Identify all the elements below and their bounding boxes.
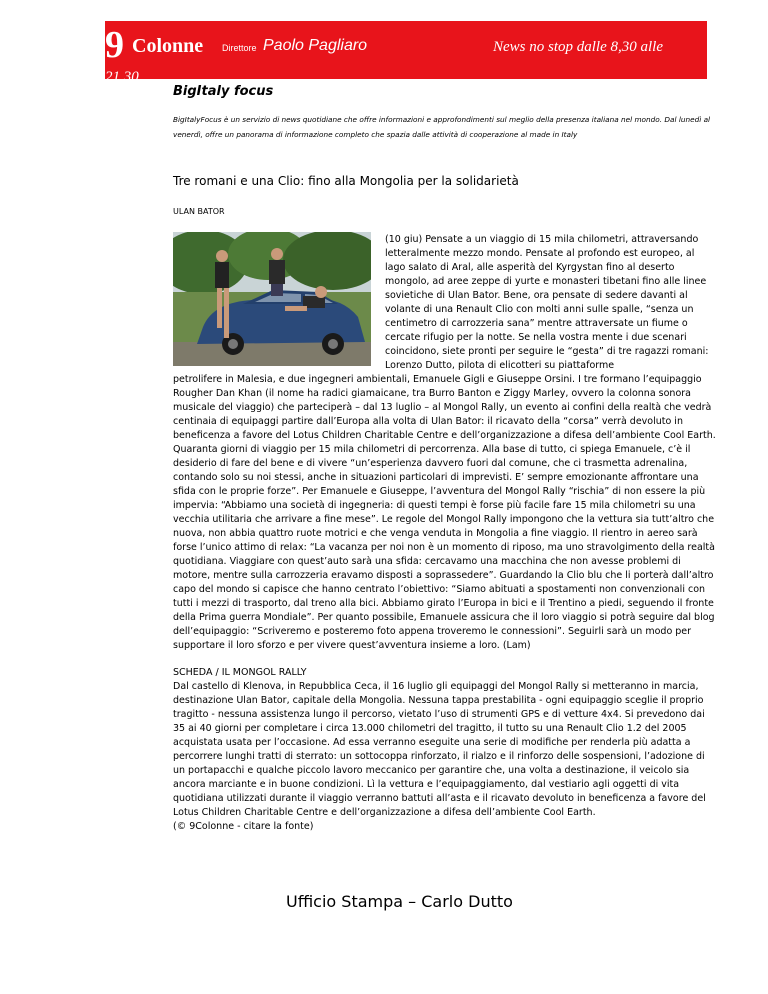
article-photo — [173, 232, 371, 366]
section-title: BigItaly focus — [173, 84, 274, 99]
article-body-column: (10 giu) Pensate a un viaggio di 15 mila chilometri, attraversando letteralmente mezzo mondo. Pensate al profondo est europeo, al lago salato di Aral, alle asperità del Kyrgystan fino al deserto mongolo, ad aree zeppe di yurte e monasteri tibetani fino alle linee sovietiche di Ulan Bator. Bene, ora pensate di sedere davanti al volante di una Renault Clio con molti anni sulle spalle, “senza un centimetro di carrozzeria sana” mentre attraversate un fiume o cercate rifugio per la notte. Se nella vostra mente i due scenari coincidono, siete pronti per seguire le “gesta” di tre ragazzi romani: Lorenzo Dutto, pilota di elicotteri su piattaforme — [385, 234, 709, 371]
article-headline: Tre romani e una Clio: fino alla Mongolia per la solidarietà — [173, 174, 519, 188]
section-intro: BigItalyFocus è un servizio di news quotidiane che offre informazioni e approfondimenti sul meglio della presenza italiana nel mondo. Dal lunedì al venerdì, offre un panorama di informazione completo che spazia dalle attività di cooperazione al made in Italy — [173, 115, 711, 139]
scheda-text: Dal castello di Klenova, in Repubblica Ceca, il 16 luglio gli equipaggi del Mongol Rally si metteranno in marcia, destinazione Ulan Bator, capitale della Mongolia. Nessuna tappa prestabilita - ogni equipaggio sceglie il proprio tragitto - nessuna assistenza lungo il percorso, vietato l’uso di strumenti GPS e di vetture 4x4. Si prevedono dai 35 ai 40 giorni per completare i circa 13.000 chilometri del tragitto, il tutto su una Renault Clio 1.2 del 2005 acquistata usata per l’occasione. Ad essa verranno eseguite una serie di modifiche per renderla più adatta a percorrere lunghi tratti di sterrato: un sottocoppa rinforzato, il rialzo e il rinforzo delle sospensioni, l’adozione di un portapacchi e qualche piccolo lavoro meccanico per garantire che, una volta a destinazione, il veicolo sia ancora marciante e in buone condizioni. Lì la vettura e l’equipaggiamento, dal vestiario agli oggetti di vita quotidiana utilizzati durante il viaggio verranno battuti all’asta e il ricavato devoluto in beneficenza a favore del Lotus Children Charitable Centre e dell’organizzazione a difesa dell’ambiente Cool Earth. — [173, 681, 706, 818]
article-dateline: ULAN BATOR — [173, 207, 225, 216]
scheda-title: SCHEDA / IL MONGOL RALLY — [173, 667, 307, 678]
photo-three-men-blue-car-icon — [173, 232, 371, 366]
article-body: petrolifere in Malesia, e due ingegneri ambientali, Emanuele Gigli e Giuseppe Orsini. I tre formano l’equipaggio Rougher Dan Khan (il nome ha radici giamaicane, tra Burro Banton e Ziggy Marley, ovvero la colonna sonora musicale del viaggio) che parteciperà – dal 13 luglio – al Mongol Rally, un evento ai confini della realtà che vedrà centinaia di equipaggi partire dall’Europa alla volta di Ulan Bator: il ricavato della “corsa” verrà devoluto in beneficenza a favore del Lotus Children Charitable Centre e dell’organizzazione a difesa dell’ambiente Cool Earth. Quaranta giorni di viaggio per 15 mila chilometri di percorrenza. Alla base di tutto, ci spiega Emanuele, c’è il desiderio di fare del bene e di vivere “un’esperienza davvero fuori dal comune, che ci trasmetta adrenalina, contando solo su noi stessi, anche in situazioni particolari di imprevisti. E’ sempre emozionante affrontare una sfida con le proprie forze”. Per Emanuele e Giuseppe, l’avventura del Mongol Rally “rischia” di non essere la più impervia: “Abbiamo una società di ingegneria: di questi tempi è forse più facile fare 15 mila chilometri su una vecchia utilitaria che arrivare a fine mese”. Le regole del Mongol Rally impongono che la vettura sia tutt’altro che nuova, non abbia quattro ruote motrici e che venga venduta in Mongolia a fine viaggio. Il rientro in aereo sarà forse l’unico attimo di relax: “La vacanza per noi non è un momento di riposo, ma uno stravolgimento della realtà quotidiana. Viaggiare con quest’auto sarà una sfida: cercavamo una macchina che non avesse problemi di motore, mentre sulla carrozzeria eravamo disposti a soprassedere”. Guardando la Clio blu che li porterà dall’altro capo del mondo si capisce che hanno centrato l’obiettivo: “Siamo abituati a spostamenti non convenzionali con tutti i mezzi di trasporto, dal treno alla bici. Abbiamo girato l’Europa in bici e il Trentino a piedi, seguendo il fronte della Prima guerra Mondiale”. Per quanto possibile, Emanuele assicura che il loro viaggio si potrà seguire dal blog dell’equipaggio: “Scriveremo e posteremo foto appena troveremo le connessioni”. Seguirli sarà un modo per supportare il loro sforzo e per vivere quest’avventura insieme a loro. (Lam) — [173, 374, 716, 651]
masthead-banner — [105, 21, 707, 79]
slogan-continuation: 21,30 — [105, 69, 139, 85]
logo-number: 9 — [105, 24, 124, 66]
slogan: News no stop dalle 8,30 alle — [493, 39, 663, 55]
footer-press-office: Ufficio Stampa – Carlo Dutto — [286, 892, 513, 911]
scheda-credit: (© 9Colonne - citare la fonte) — [173, 821, 314, 832]
logo-word: Colonne — [132, 35, 204, 57]
director-name: Paolo Pagliaro — [263, 37, 368, 54]
director-label: Direttore — [222, 43, 257, 53]
scheda-box — [173, 666, 718, 834]
